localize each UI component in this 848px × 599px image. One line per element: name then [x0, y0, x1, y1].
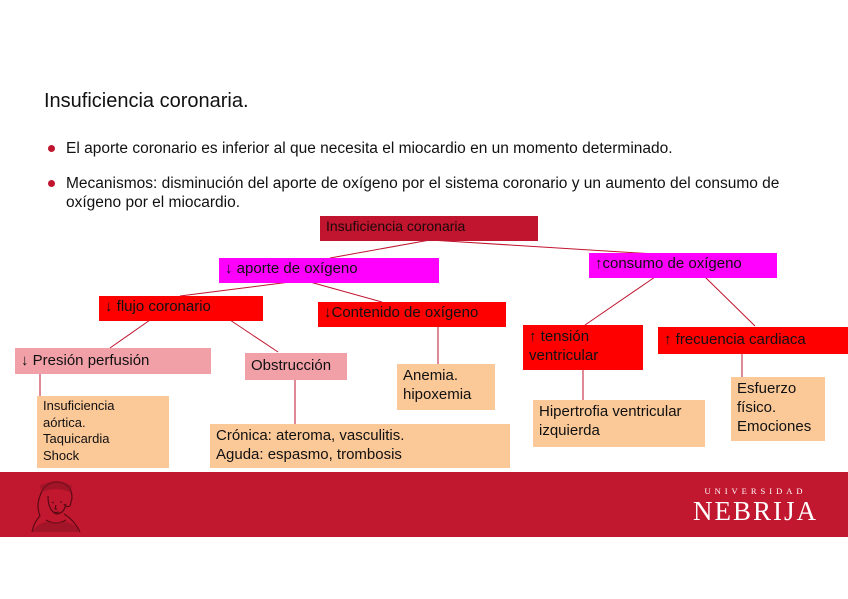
node-line: hipoxemia — [403, 386, 472, 403]
bullet-text: Mecanismos: disminución del aporte de oxígeno por el sistema coronario y un aumento del consumo de oxígeno por el miocardio. — [66, 175, 780, 211]
node-insuficiencia-aortica — [37, 396, 169, 468]
node-line: Taquicardia — [43, 431, 110, 446]
node-line: ventricular — [529, 347, 599, 364]
node-cronica-aguda — [210, 424, 510, 468]
node-line: ↑ tensión — [529, 328, 590, 345]
node-consumo-oxigeno: ↑consumo de oxígeno — [589, 253, 777, 278]
node-line: Emociones — [737, 418, 812, 435]
university-logo — [693, 486, 818, 526]
node-hipertrofia — [533, 400, 705, 447]
node-esfuerzo — [731, 377, 825, 441]
node-flujo-coronario: ↓ flujo coronario — [99, 296, 263, 321]
node-frecuencia-cardiaca: ↑ frecuencia cardiaca — [658, 327, 848, 354]
node-line: Anemia. — [403, 367, 459, 384]
node-line: Crónica: ateroma, vasculitis. — [216, 427, 405, 444]
bullet-text: El aporte coronario es inferior al que necesita el miocardio en un momento determinado. — [66, 140, 673, 157]
node-line: Shock — [43, 447, 80, 463]
node-presion-perfusion: ↓ Presión perfusión — [15, 348, 211, 374]
node-line: izquierda — [539, 422, 600, 439]
node-line: Aguda: espasmo, trombosis — [216, 446, 402, 463]
portrait-engraving-icon — [26, 476, 86, 534]
logo-big-text: NEBRIJA — [692, 496, 818, 526]
node-line: Insuficiencia — [43, 398, 115, 413]
node-contenido-oxigeno: ↓Contenido de oxígeno — [318, 302, 506, 327]
node-line: aórtica. — [43, 414, 86, 430]
node-aporte-oxigeno: ↓ aporte de oxígeno — [219, 258, 439, 283]
node-anemia — [397, 364, 495, 410]
node-tension-ventricular — [523, 325, 643, 370]
logo-small-text: UNIVERSIDAD — [704, 486, 807, 496]
node-line: Esfuerzo — [737, 380, 797, 397]
node-line: físico. — [737, 399, 777, 416]
node-line: Hipertrofia ventricular — [539, 403, 682, 420]
page-title: Insuficiencia coronaria. — [44, 90, 249, 112]
node-insuficiencia-coronaria: Insuficiencia coronaria — [320, 216, 538, 241]
node-obstruccion: Obstrucción — [245, 353, 347, 380]
